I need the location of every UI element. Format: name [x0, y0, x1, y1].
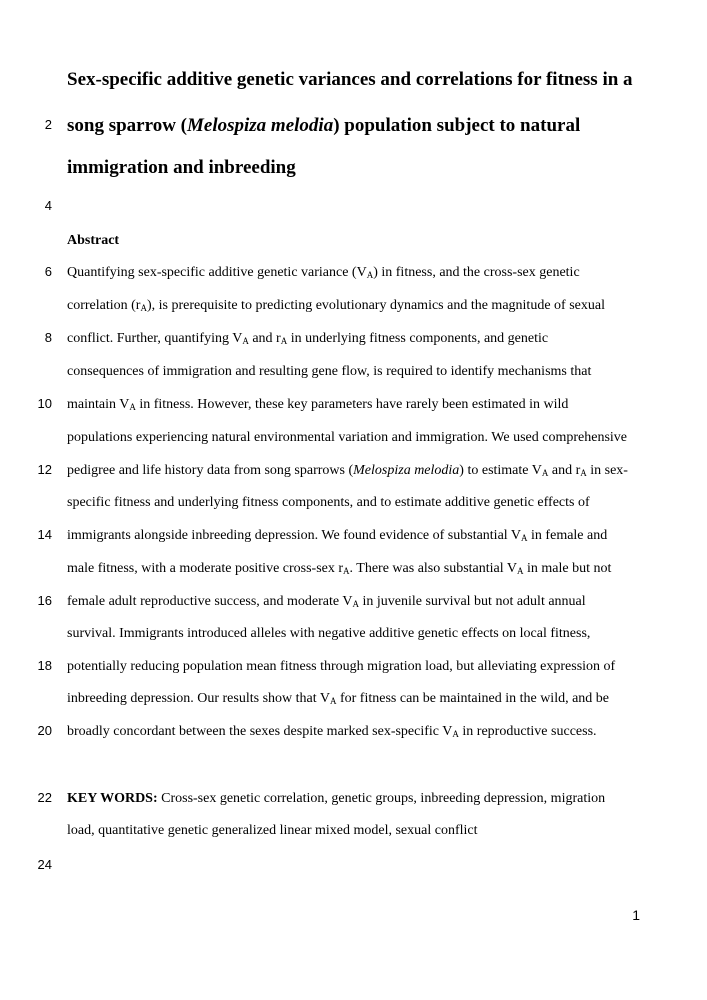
paper-title-line-1: Sex-specific additive genetic variances and correlations for fitness in a: [67, 69, 633, 90]
abstract-line: broadly concordant between the sexes despite marked sex-specific $V_A$ in reproductive success.: [67, 724, 597, 739]
paper-title-line-3: immigration and inbreeding: [67, 157, 296, 178]
line-number: 16: [37, 593, 52, 608]
line-number: 12: [37, 462, 52, 477]
line-number: 4: [44, 198, 52, 213]
abstract-line: female adult reproductive success, and moderate $V_A$ in juvenile survival but not adult annual: [67, 594, 586, 609]
line-number: 6: [44, 264, 52, 279]
title-text: ) population subject to natural: [333, 115, 581, 136]
abstract-line: survival. Immigrants introduced alleles with negative additive genetic effects on local fitness,: [67, 626, 591, 641]
abstract-line: potentially reducing population mean fitness through migration load, but alleviating expression of: [67, 659, 616, 674]
paper-title-line-2: [67, 114, 580, 138]
abstract-line: consequences of immigration and resulting gene flow, is required to identify mechanisms that: [67, 364, 592, 379]
species-name: Melospiza melodia: [353, 463, 460, 478]
abstract-line: immigrants alongside inbreeding depression. We found evidence of substantial $V_A$ in female and: [67, 528, 608, 543]
line-number: 24: [37, 857, 52, 872]
abstract-line: pedigree and life history data from song sparrows (Melospiza melodia) to estimate $V_A$ and $r_A$ in sex-: [67, 463, 628, 478]
line-number: 10: [37, 396, 52, 411]
line-number: 14: [37, 527, 52, 542]
title-text: song sparrow (: [67, 115, 187, 136]
abstract-line: male fitness, with a moderate positive cross-sex $r_A$. There was also substantial $V_A$ in male but not: [67, 561, 612, 576]
abstract-line: specific fitness and underlying fitness components, and to estimate additive genetic effects of: [67, 495, 590, 510]
abstract-line: maintain $V_A$ in fitness. However, these key parameters have rarely been estimated in wild: [67, 397, 569, 412]
keywords-line: [67, 822, 478, 840]
page-number: 1: [632, 907, 640, 923]
keywords-text: load, quantitative genetic generalized linear mixed model, sexual conflict: [67, 823, 478, 838]
abstract-line: Quantifying sex-specific additive genetic variance $(V_A)$ in fitness, and the cross-sex genetic: [67, 265, 580, 280]
abstract-line: inbreeding depression. Our results show that $V_A$ for fitness can be maintained in the wild, and be: [67, 691, 610, 706]
abstract-line: populations experiencing natural environmental variation and immigration. We used comprehensive: [67, 430, 628, 445]
abstract-line: conflict. Further, quantifying $V_A$ and $r_A$ in underlying fitness components, and genetic: [67, 331, 549, 346]
keywords-label: KEY WORDS:: [67, 791, 158, 806]
line-number: 8: [44, 330, 52, 345]
line-number: 22: [37, 790, 52, 805]
keywords-line: [67, 790, 605, 808]
line-number: 2: [44, 117, 52, 132]
keywords-text: Cross-sex genetic correlation, genetic groups, inbreeding depression, migration: [157, 791, 606, 806]
line-number: 20: [37, 723, 52, 738]
abstract-line: correlation $(r_A)$, is prerequisite to predicting evolutionary dynamics and the magnitude of sexual: [67, 298, 605, 313]
line-number: 18: [37, 658, 52, 673]
abstract-heading: Abstract: [67, 233, 120, 248]
species-name: Melospiza melodia: [187, 115, 334, 136]
